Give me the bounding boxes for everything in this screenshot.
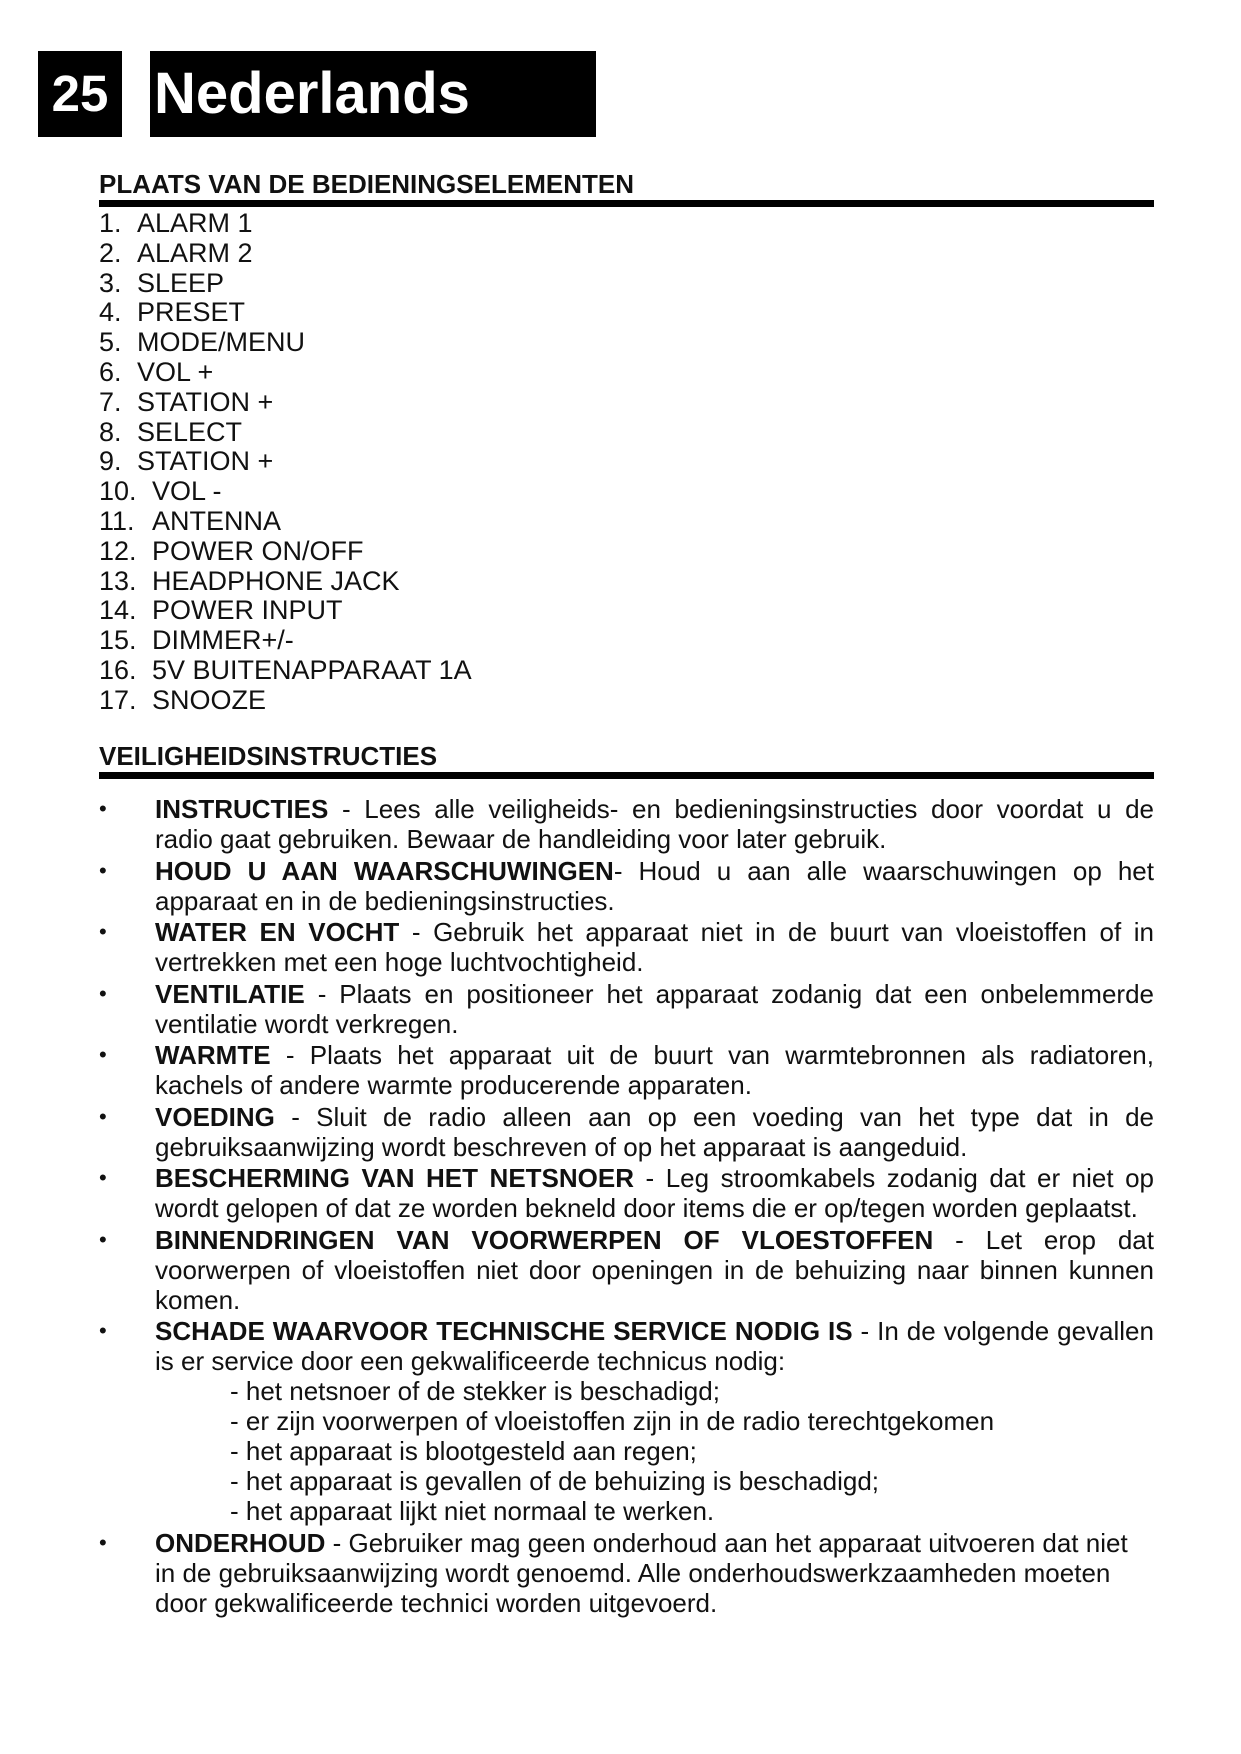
control-item bbox=[99, 447, 472, 477]
service-condition: - het apparaat is blootgesteld aan regen; bbox=[230, 1436, 697, 1466]
control-item-label: 5V BUITENAPPARAAT 1A bbox=[152, 654, 472, 685]
safety-item bbox=[99, 917, 1154, 977]
safety-item bbox=[99, 1225, 1154, 1315]
safety-item bbox=[99, 1040, 1154, 1100]
control-item-label: SNOOZE bbox=[152, 684, 267, 715]
control-item-label: MODE/MENU bbox=[137, 327, 305, 358]
safety-item-title: WATER EN VOCHT bbox=[155, 917, 400, 947]
safety-item-title: HOUD U AAN WAARSCHUWINGEN bbox=[155, 855, 614, 886]
service-condition: - er zijn voorwerpen of vloeistoffen zijn in de radio terechtgekomen bbox=[230, 1406, 995, 1436]
safety-item-title: SCHADE WAARVOOR TECHNISCHE SERVICE NODIG IS bbox=[155, 1316, 853, 1346]
control-item-number: 1. bbox=[99, 208, 122, 238]
control-item-number: 15. bbox=[99, 625, 137, 656]
control-item-number: 8. bbox=[99, 416, 122, 447]
control-item-number: 12. bbox=[99, 535, 137, 566]
bullet-icon: • bbox=[99, 1529, 107, 1555]
safety-item bbox=[99, 856, 1154, 916]
control-item-label: DIMMER+/- bbox=[152, 625, 294, 656]
safety-list bbox=[99, 794, 1154, 1619]
controls-list bbox=[99, 209, 472, 716]
page-number: 25 bbox=[38, 51, 122, 137]
safety-item bbox=[99, 1163, 1154, 1223]
safety-heading-rule bbox=[99, 772, 1154, 779]
control-item bbox=[99, 537, 472, 567]
safety-heading: VEILIGHEIDSINSTRUCTIES bbox=[99, 741, 438, 771]
control-item bbox=[99, 298, 472, 328]
control-item bbox=[99, 656, 472, 686]
control-item bbox=[99, 418, 472, 448]
safety-item bbox=[99, 1102, 1154, 1162]
control-item-number: 14. bbox=[99, 595, 137, 626]
safety-item-title: ONDERHOUD bbox=[155, 1527, 326, 1558]
control-item bbox=[99, 209, 472, 239]
safety-item-title: BESCHERMING VAN HET NETSNOER bbox=[155, 1163, 634, 1193]
control-item-label: ANTENNA bbox=[152, 505, 282, 536]
bullet-icon: • bbox=[99, 1042, 107, 1067]
control-item bbox=[99, 239, 472, 269]
safety-item bbox=[99, 1528, 1154, 1618]
safety-item-text: - Plaats het apparaat uit de buurt van warmtebronnen als radiatoren, kachels of andere warmte producerende apparaten. bbox=[155, 1040, 1154, 1100]
safety-item-title: WARMTE bbox=[155, 1040, 271, 1070]
control-item bbox=[99, 388, 472, 418]
control-item bbox=[99, 626, 472, 656]
safety-item-text: - Gebruik het apparaat niet in de buurt van vloeistoffen of in vertrekken met een hoge luchtvochtigheid. bbox=[155, 917, 1154, 977]
controls-heading-rule bbox=[99, 200, 1154, 207]
service-condition: - het apparaat is gevallen of de behuizing is beschadigd; bbox=[230, 1466, 879, 1496]
control-item-label: ALARM 1 bbox=[137, 208, 253, 238]
control-item-number: 7. bbox=[99, 386, 122, 417]
control-item-number: 5. bbox=[99, 327, 122, 358]
language-title: Nederlands bbox=[150, 51, 596, 137]
control-item-label: STATION + bbox=[137, 386, 274, 417]
safety-item-title: VOEDING bbox=[155, 1101, 275, 1132]
safety-item-text: - Lees alle veiligheids- en bedieningsinstructies door voordat u de radio gaat gebruiken. Bewaar de handleiding voor later gebruik. bbox=[155, 794, 1154, 854]
safety-item-text: - Let erop dat voorwerpen of vloeistoffen niet door openingen in de behuizing naar binnen kunnen komen. bbox=[155, 1224, 1154, 1315]
control-item-label: POWER INPUT bbox=[152, 595, 343, 626]
control-item-number: 2. bbox=[99, 237, 122, 268]
safety-item-text: - Leg stroomkabels zodanig dat er niet op wordt gelopen of dat ze worden bekneld door items die er op/tegen worden geplaatst. bbox=[155, 1163, 1154, 1223]
control-item bbox=[99, 269, 472, 299]
safety-item-text: - Houd u aan alle waarschuwingen op het apparaat en in de bedieningsinstructies. bbox=[155, 855, 1154, 916]
control-item-number: 13. bbox=[99, 565, 137, 596]
safety-item-text: - Gebruiker mag geen onderhoud aan het apparaat uitvoeren dat niet in de gebruiksaanwijzing wordt genoemd. Alle onderhoudswerkzaamheden moeten door gekwalificeerde technici worden uitgevoerd. bbox=[155, 1527, 1128, 1618]
control-item bbox=[99, 596, 472, 626]
control-item-number: 3. bbox=[99, 267, 122, 298]
bullet-icon: • bbox=[99, 857, 107, 883]
control-item bbox=[99, 686, 472, 716]
service-conditions-list bbox=[155, 1376, 1154, 1526]
control-item-number: 4. bbox=[99, 297, 122, 328]
bullet-icon: • bbox=[99, 1103, 107, 1129]
safety-item bbox=[99, 794, 1154, 854]
safety-item-text: - Plaats en positioneer het apparaat zodanig dat een onbelemmerde ventilatie wordt verkregen. bbox=[155, 978, 1154, 1039]
control-item bbox=[99, 358, 472, 388]
control-item-label: STATION + bbox=[137, 446, 274, 477]
bullet-icon: • bbox=[99, 796, 107, 821]
control-item-label: POWER ON/OFF bbox=[152, 535, 364, 566]
safety-item-title: BINNENDRINGEN VAN VOORWERPEN OF VLOESTOFFEN bbox=[155, 1224, 934, 1255]
bullet-icon: • bbox=[99, 919, 107, 944]
control-item-label: VOL - bbox=[152, 476, 222, 507]
bullet-icon: • bbox=[99, 1226, 107, 1252]
control-item-label: VOL + bbox=[137, 356, 214, 387]
control-item-label: ALARM 2 bbox=[137, 237, 253, 268]
safety-item-text: - In de volgende gevallen is er service door een gekwalificeerde technicus nodig: bbox=[155, 1316, 1154, 1376]
control-item-label: SELECT bbox=[137, 416, 243, 447]
safety-item-text: - Sluit de radio alleen aan op een voeding van het type dat in de gebruiksaanwijzing wordt beschreven of op het apparaat is aangeduid. bbox=[155, 1101, 1154, 1162]
page-header bbox=[38, 51, 596, 137]
bullet-icon: • bbox=[99, 1165, 107, 1190]
safety-item bbox=[99, 979, 1154, 1039]
control-item-number: 9. bbox=[99, 446, 122, 477]
controls-heading: PLAATS VAN DE BEDIENINGSELEMENTEN bbox=[99, 169, 634, 199]
control-item bbox=[99, 567, 472, 597]
bullet-icon: • bbox=[99, 1318, 107, 1343]
service-condition: - het netsnoer of de stekker is beschadigd; bbox=[230, 1376, 720, 1406]
safety-item-title: INSTRUCTIES bbox=[155, 794, 329, 824]
control-item-label: HEADPHONE JACK bbox=[152, 565, 400, 596]
control-item-number: 11. bbox=[99, 505, 135, 536]
control-item-label: SLEEP bbox=[137, 267, 225, 298]
service-condition: - het apparaat lijkt niet normaal te werken. bbox=[230, 1496, 715, 1526]
control-item-number: 16. bbox=[99, 654, 137, 685]
control-item bbox=[99, 477, 472, 507]
control-item-label: PRESET bbox=[137, 297, 246, 328]
safety-item bbox=[99, 1316, 1154, 1526]
control-item-number: 17. bbox=[99, 684, 137, 715]
control-item-number: 6. bbox=[99, 356, 122, 387]
safety-item-title: VENTILATIE bbox=[155, 978, 305, 1009]
bullet-icon: • bbox=[99, 980, 107, 1006]
control-item bbox=[99, 507, 472, 537]
control-item-number: 10. bbox=[99, 476, 137, 507]
control-item bbox=[99, 328, 472, 358]
